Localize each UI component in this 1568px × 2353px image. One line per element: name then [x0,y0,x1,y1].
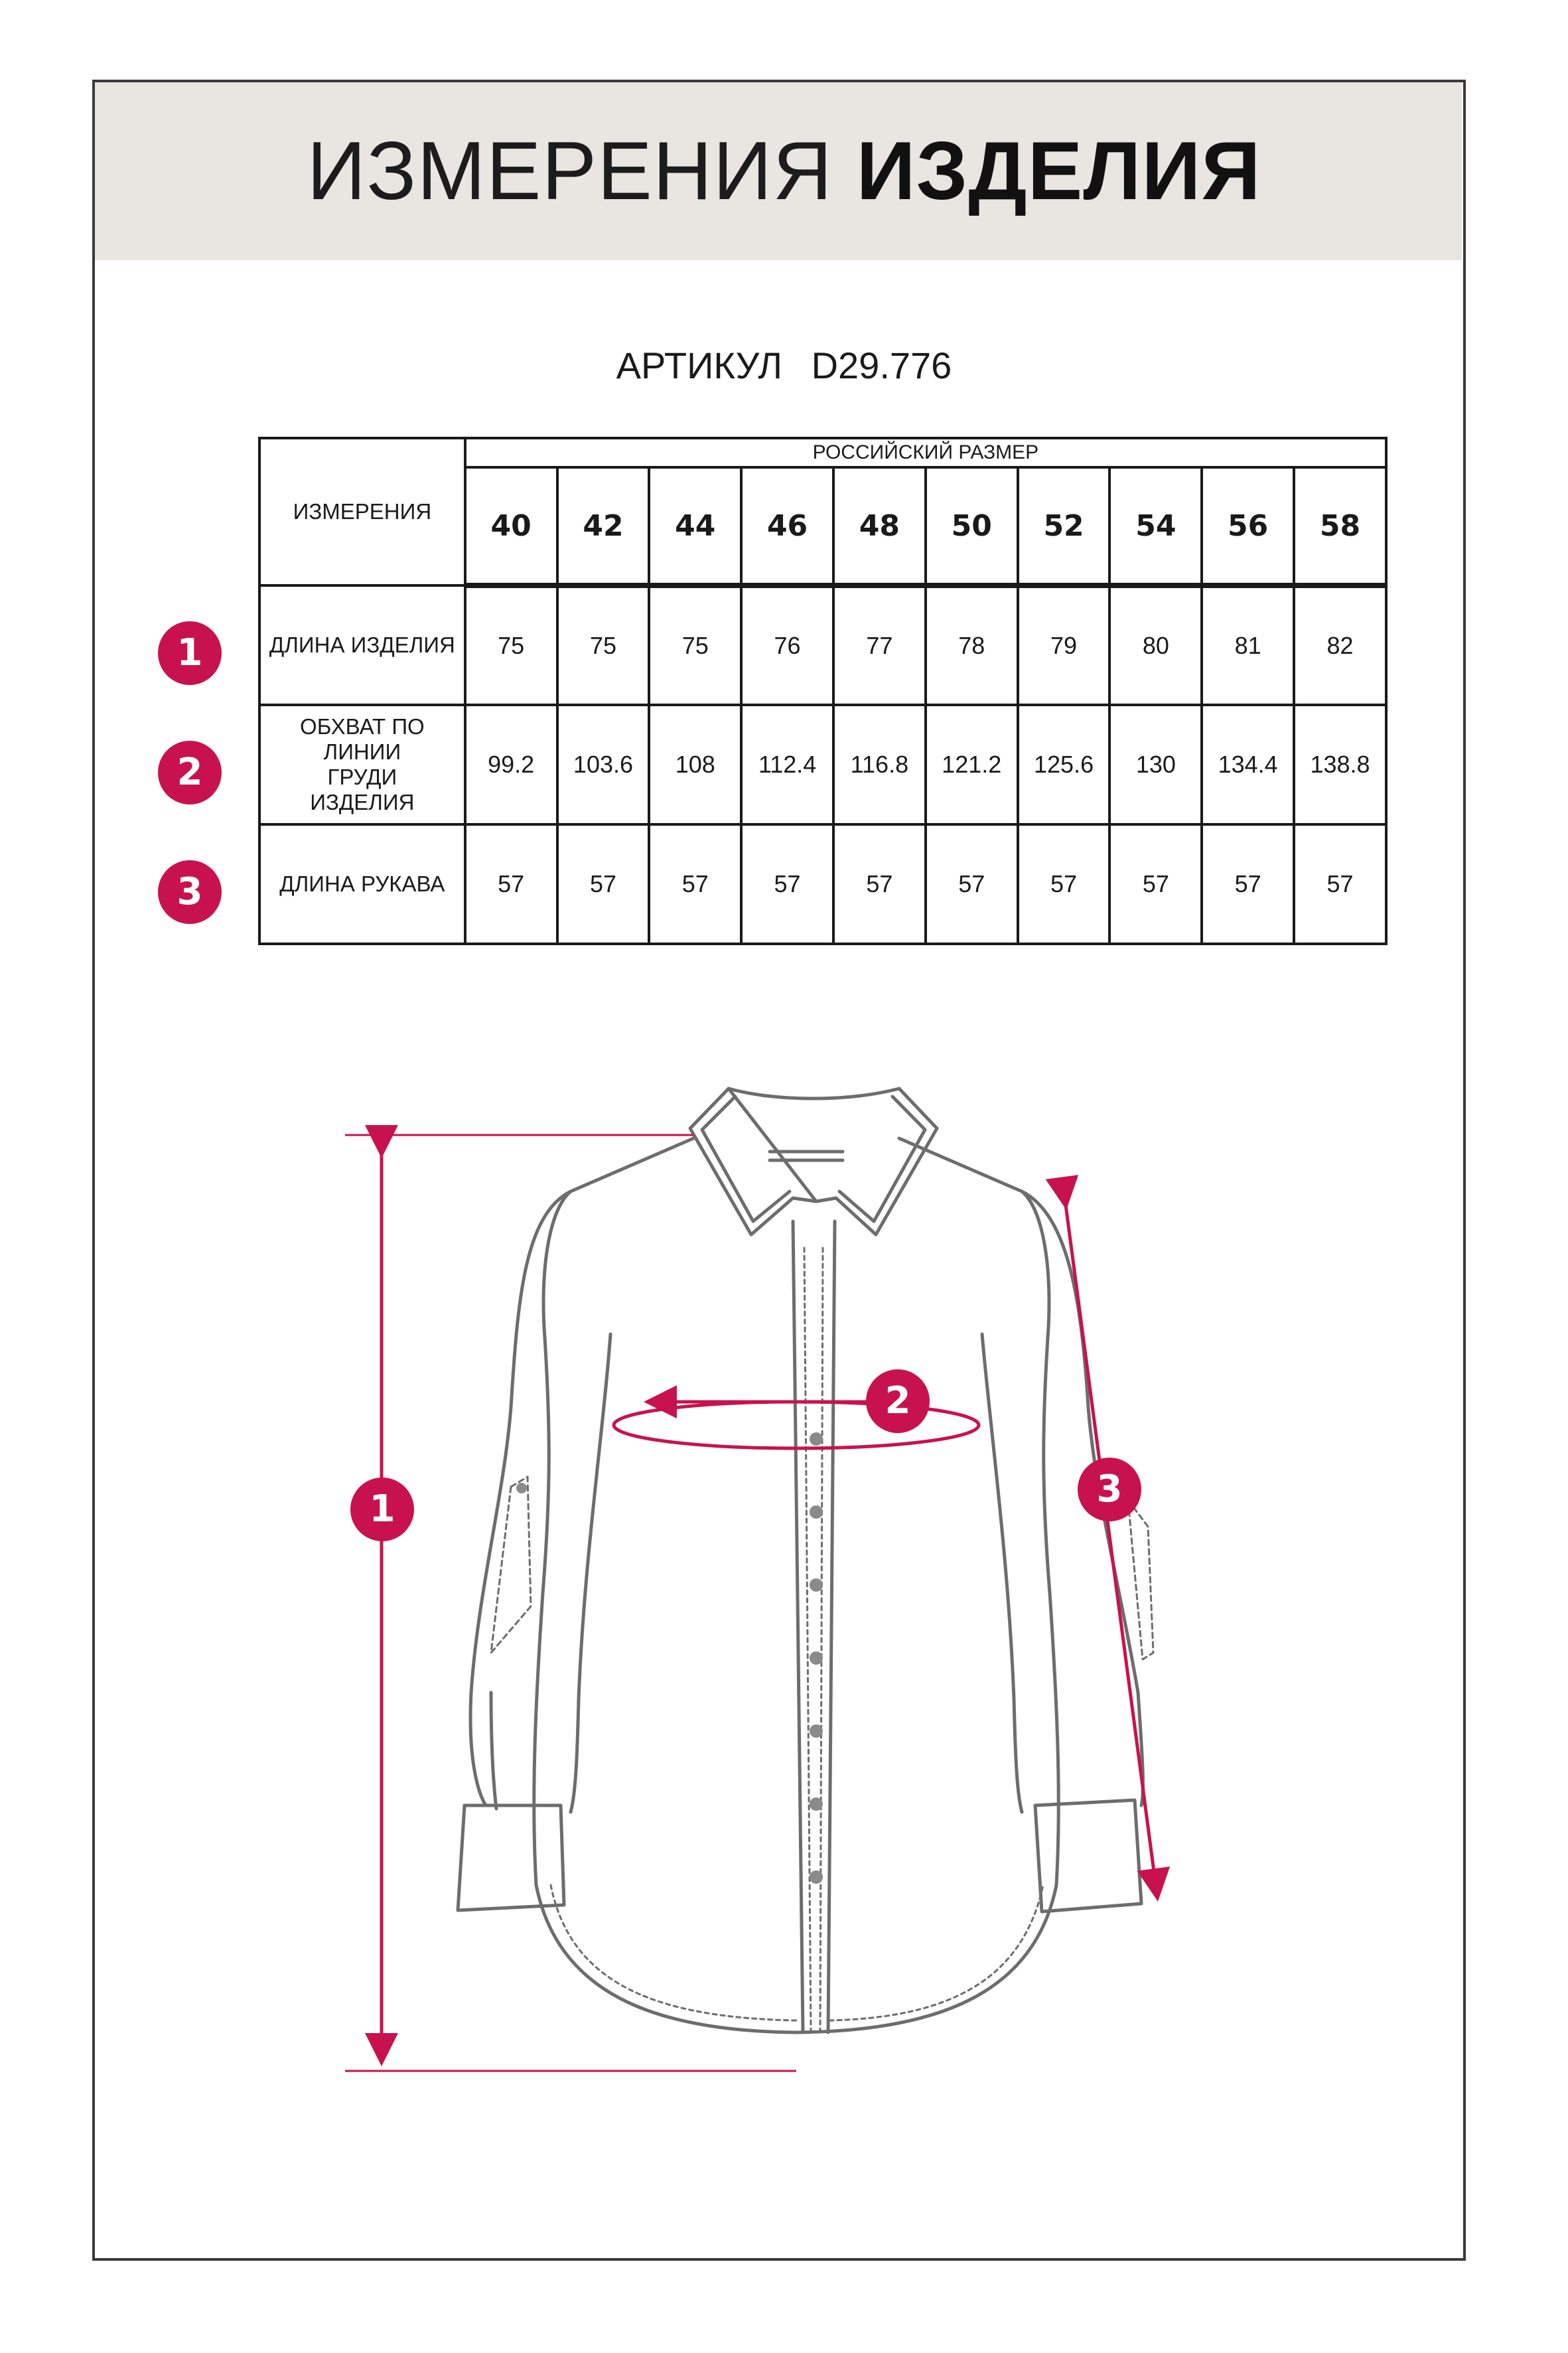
size-cell: 46 [741,467,833,585]
size-cell: 54 [1109,467,1202,585]
diagram-badge-3: 3 [1078,1458,1141,1521]
table-cell: 112.4 [741,705,833,824]
table-cell: 75 [557,585,650,705]
table-cell: 57 [741,824,833,944]
article-label: АРТИКУЛ [616,344,783,386]
table-cell: 57 [1109,824,1202,944]
measure-header: ИЗМЕРЕНИЯ [259,438,465,585]
size-cell: 48 [833,467,926,585]
table-cell: 57 [926,824,1018,944]
size-cell: 40 [465,467,557,585]
table-cell: 77 [833,585,926,705]
diagram-badge-1: 1 [350,1478,414,1541]
table-cell: 125.6 [1018,705,1110,824]
sleeve-arrow [1065,1200,1157,1892]
size-cell: 50 [926,467,1018,585]
row-name: ДЛИНА ИЗДЕЛИЯ [259,585,465,705]
size-cell: 42 [557,467,650,585]
row-badge-1: 1 [158,621,222,685]
size-cell: 56 [1202,467,1294,585]
size-cell: 44 [649,467,741,585]
table-cell: 108 [649,705,741,824]
row-name: ОБХВАТ ПО ЛИНИИ ГРУДИ ИЗДЕЛИЯ [259,705,465,824]
table-cell: 76 [741,585,833,705]
title-bold: ИЗДЕЛИЯ [856,125,1261,217]
table-cell: 57 [465,824,557,944]
table-cell: 78 [926,585,1018,705]
title-light: ИЗМЕРЕНИЯ [307,125,833,217]
article-code: D29.776 [811,344,952,386]
table-cell: 80 [1109,585,1202,705]
table-cell: 75 [649,585,741,705]
diagram-badge-2: 2 [866,1369,930,1433]
table-cell: 75 [465,585,557,705]
table-cell: 79 [1018,585,1110,705]
row-badge-2: 2 [158,741,222,804]
table-cell: 57 [649,824,741,944]
table-cell: 134.4 [1202,705,1294,824]
table-cell: 57 [557,824,650,944]
table-cell: 81 [1202,585,1294,705]
measurement-lines [345,1135,1157,2071]
table-cell: 57 [1018,824,1110,944]
table-cell: 103.6 [557,705,650,824]
shirt-outline [458,1089,1153,2032]
table-cell: 99.2 [465,705,557,824]
table-cell: 121.2 [926,705,1018,824]
table-cell: 57 [1294,824,1386,944]
table-cell: 138.8 [1294,705,1386,824]
table-cell: 116.8 [833,705,926,824]
table-cell: 130 [1109,705,1202,824]
table-cell: 57 [1202,824,1294,944]
size-cell: 58 [1294,467,1386,585]
size-cell: 52 [1018,467,1110,585]
row-name: ДЛИНА РУКАВА [259,824,465,944]
table-cell: 82 [1294,585,1386,705]
row-badge-3: 3 [158,860,222,924]
table-cell: 57 [833,824,926,944]
size-system-header: РОССИЙСКИЙ РАЗМЕР [465,438,1386,467]
